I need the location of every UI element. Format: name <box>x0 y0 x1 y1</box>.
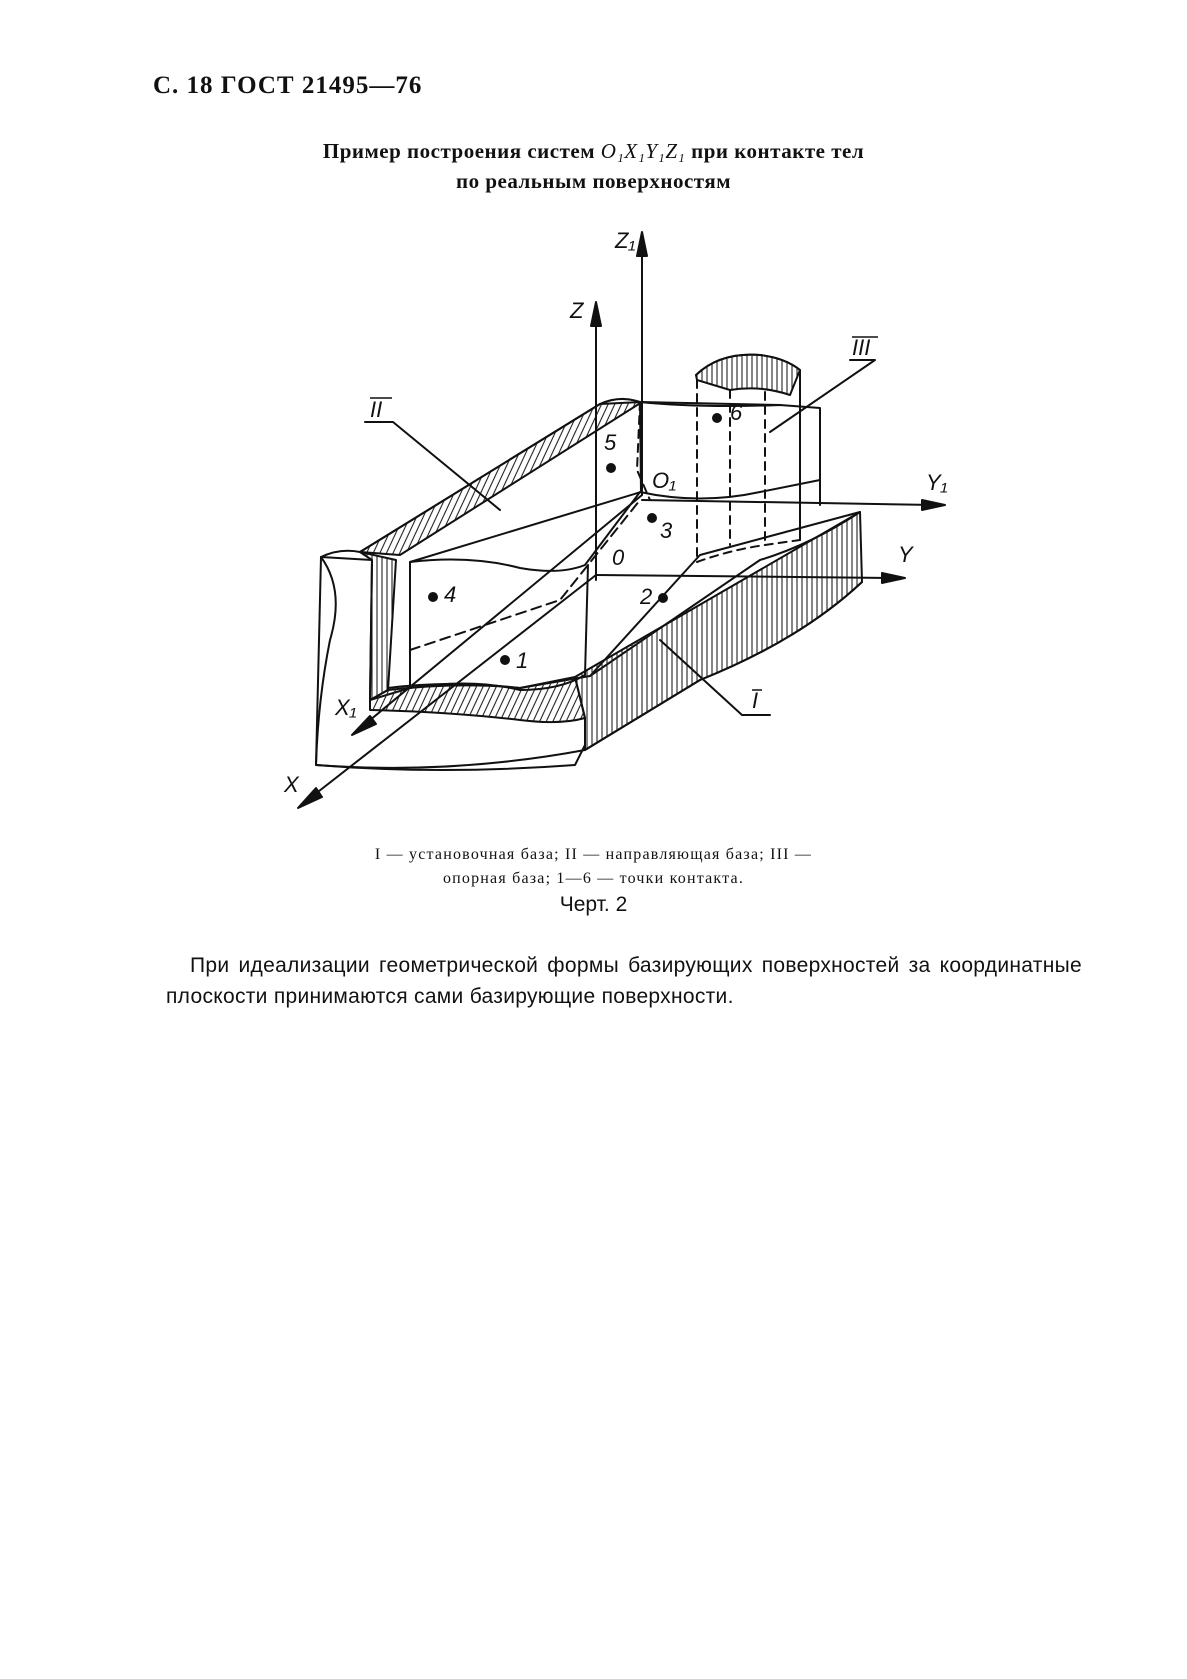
axis-y1-arrow <box>922 500 945 510</box>
caption-line-2: опорная база; 1—6 — точки контакта. <box>442 870 745 887</box>
label-y1: Y₁ <box>926 470 948 495</box>
axis-y1 <box>642 500 935 505</box>
page-header: С. 18 ГОСТ 21495—76 <box>153 72 423 99</box>
title-line-1-prefix: Пример построения систем <box>322 139 601 163</box>
label-x: X <box>284 772 299 797</box>
label-o1: O₁ <box>652 468 677 493</box>
base-label-III: III <box>852 335 871 360</box>
base-label-II: II <box>370 397 383 422</box>
contact-point-6 <box>712 413 722 423</box>
pillar-top-hatch <box>696 355 800 395</box>
point-label-1: 1 <box>516 648 529 673</box>
label-y: Y <box>898 542 913 567</box>
floor-front-edge <box>410 565 588 690</box>
point-label-6: 6 <box>730 400 743 425</box>
paragraph-text: При идеализации геометрической формы базирующих поверхностей за координатные плоскости принимаются сами базирующие поверхности. <box>166 954 1082 1008</box>
point-label-4: 4 <box>444 582 457 607</box>
title-line-1-suffix: при контакте тел <box>685 139 865 163</box>
left-wall-edge-hatch <box>360 552 396 700</box>
point-label-5: 5 <box>604 430 617 455</box>
point-label-2: 2 <box>640 584 653 609</box>
axis-z1-arrow <box>637 232 647 256</box>
figure-caption <box>0 843 1187 891</box>
contact-point-5 <box>606 463 616 473</box>
contact-point-4 <box>428 592 438 602</box>
axis-x-arrow <box>298 788 322 808</box>
caption-line-1: I — установочная база; II — направляющая база; III — <box>374 846 813 863</box>
label-z: Z <box>570 298 584 323</box>
base-label-I: I <box>752 688 759 713</box>
axis-y-arrow <box>882 573 905 583</box>
axis-z-arrow <box>591 302 601 326</box>
label-z1: Z₁ <box>615 228 636 253</box>
contact-point-1 <box>500 655 510 665</box>
body-paragraph <box>166 950 1082 1012</box>
left-wall-top-hatch <box>360 402 642 555</box>
label-x1: X₁ <box>335 695 357 720</box>
contact-point-2 <box>658 593 668 603</box>
figure-number: Черт. 2 <box>559 893 628 916</box>
hidden-line-1 <box>637 402 650 500</box>
contact-point-3 <box>647 513 657 523</box>
point-label-3: 3 <box>660 518 673 543</box>
label-o: 0 <box>612 545 625 570</box>
title-formula: O₁X₁Y₁Z₁ <box>600 139 686 163</box>
title-line-2: по реальным поверхностям <box>455 169 731 193</box>
